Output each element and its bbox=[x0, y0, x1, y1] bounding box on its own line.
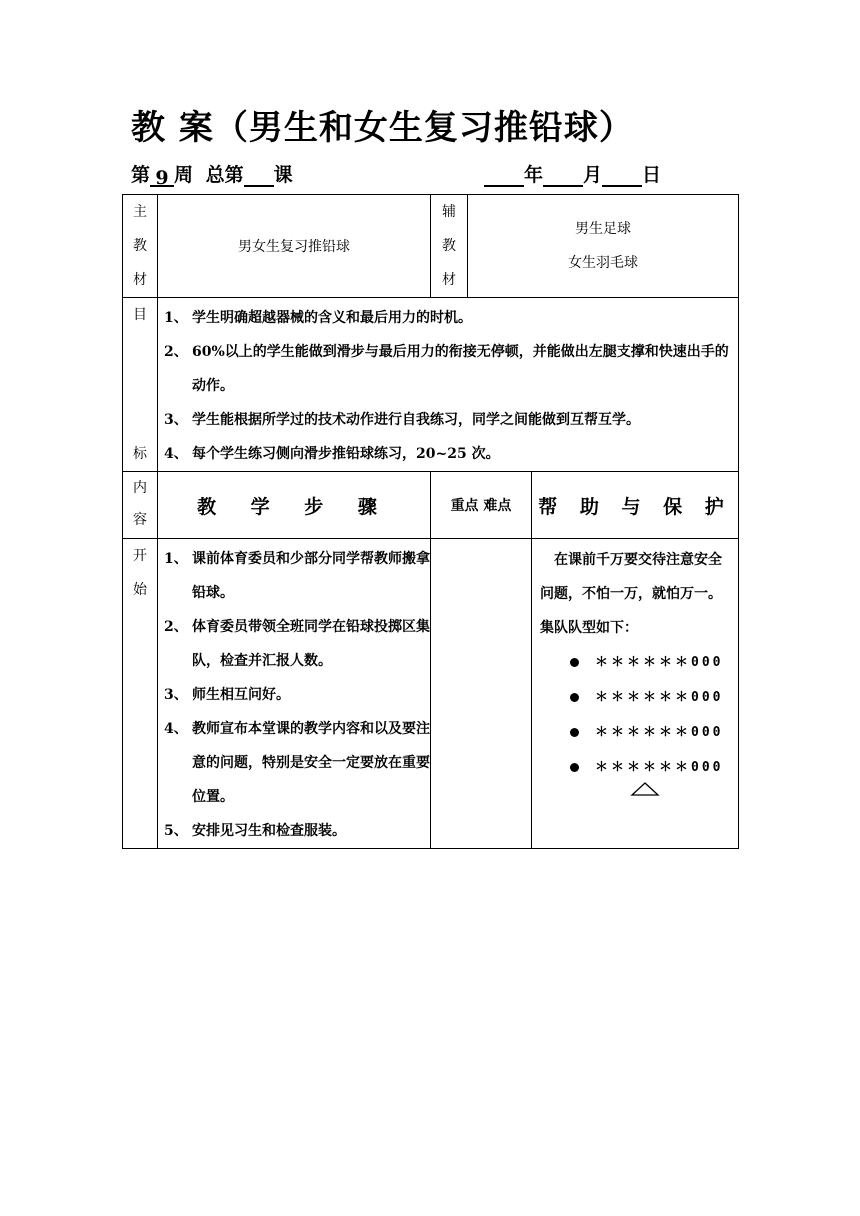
main-material-label: 主 教 材 bbox=[123, 195, 158, 298]
formation-row: ＊＊＊＊＊＊000 bbox=[532, 715, 738, 750]
help-protect-header: 帮 助 与 保 护 bbox=[532, 472, 739, 539]
week-prefix: 第 bbox=[131, 164, 151, 186]
key-points-header: 重点 难点 bbox=[431, 472, 532, 539]
day-blank bbox=[602, 167, 642, 187]
materials-row bbox=[123, 195, 739, 298]
formation-row: ＊＊＊＊＊＊000 bbox=[532, 680, 738, 715]
step-item: 1、 课前体育委员和少部分同学帮教师搬拿铅球。 bbox=[164, 551, 430, 601]
step-item: 5、 安排见习生和检查服装。 bbox=[164, 823, 346, 839]
year-label: 年 bbox=[524, 164, 544, 186]
main-material-value: 男女生复习推铅球 bbox=[158, 195, 431, 298]
formation-row: ＊＊＊＊＊＊000 bbox=[532, 750, 738, 785]
teacher-dot-icon bbox=[570, 763, 579, 772]
formation-row: ＊＊＊＊＊＊000 bbox=[532, 645, 738, 680]
start-steps bbox=[158, 539, 431, 849]
week-suffix: 周 bbox=[174, 164, 194, 186]
teacher-dot-icon bbox=[570, 693, 579, 702]
goal-item: 4、 每个学生练习侧向滑步推铅球练习，20~25 次。 bbox=[164, 446, 500, 462]
lesson-plan-table bbox=[122, 194, 739, 849]
lesson-number bbox=[244, 167, 274, 187]
week-number: 9 bbox=[150, 167, 174, 187]
teacher-dot-icon bbox=[570, 728, 579, 737]
content-label: 内 容 bbox=[123, 472, 158, 539]
goal-item: 3、 学生能根据所学过的技术动作进行自我练习，同学之间能做到互帮互学。 bbox=[164, 412, 640, 428]
formation-diagram bbox=[532, 645, 738, 801]
content-header-row bbox=[123, 472, 739, 539]
week-lesson-line bbox=[131, 160, 293, 187]
lesson-prefix: 总第 bbox=[205, 164, 244, 186]
goal-item: 1、 学生明确超越器械的含义和最后用力的时机。 bbox=[164, 310, 472, 326]
year-blank bbox=[484, 167, 524, 187]
aux-material-item: 女生羽毛球 bbox=[568, 255, 638, 271]
aux-material-label: 辅 教 材 bbox=[431, 195, 468, 298]
goals-content bbox=[158, 298, 739, 472]
day-label: 日 bbox=[642, 164, 662, 186]
goal-item: 2、 60%以上的学生能做到滑步与最后用力的衔接无停顿，并能做出左腿支撑和快速出手的动作。 bbox=[164, 344, 729, 394]
start-key-points bbox=[431, 539, 532, 849]
teacher-triangle-icon bbox=[630, 781, 660, 797]
safety-note: 在课前千万要交待注意安全问题，不怕一万，就怕万一。集队队型如下： bbox=[540, 552, 722, 636]
start-label: 开 始 bbox=[123, 539, 158, 849]
aux-material-item: 男生足球 bbox=[575, 221, 631, 237]
goals-label: 目 标 bbox=[123, 298, 158, 472]
month-label: 月 bbox=[583, 164, 603, 186]
start-help bbox=[532, 539, 739, 849]
lesson-suffix: 课 bbox=[273, 164, 293, 186]
start-row bbox=[123, 539, 739, 849]
page-title: 教 案（男生和女生复习推铅球） bbox=[131, 108, 634, 148]
month-blank bbox=[543, 167, 583, 187]
goals-row bbox=[123, 298, 739, 472]
step-item: 3、 师生相互问好。 bbox=[164, 687, 290, 703]
step-item: 2、 体育委员带领全班同学在铅球投掷区集队，检查并汇报人数。 bbox=[164, 619, 430, 669]
teacher-dot-icon bbox=[570, 658, 579, 667]
teaching-steps-header: 教 学 步 骤 bbox=[158, 472, 431, 539]
date-line bbox=[484, 160, 661, 187]
step-item: 4、 教师宣布本堂课的教学内容和以及要注意的问题，特别是安全一定要放在重要位置。 bbox=[164, 721, 430, 805]
aux-material-value bbox=[468, 195, 739, 298]
